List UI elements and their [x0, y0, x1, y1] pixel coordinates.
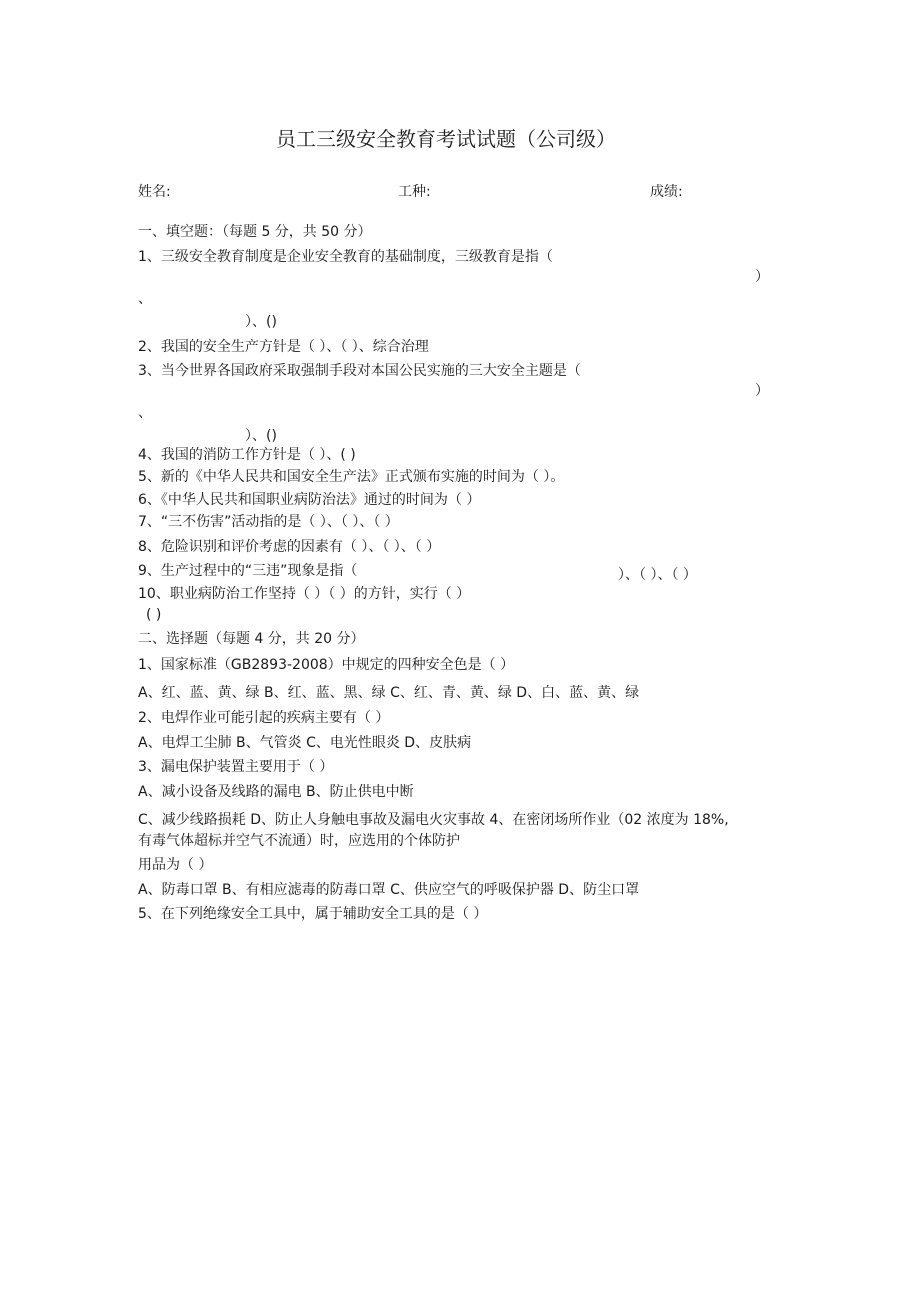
- choice-question-4-options: A、防毒口罩 B、有相应滤毒的防毒口罩 C、供应空气的呼吸保护器 D、防尘口罩: [138, 882, 640, 898]
- fill-question-1-end: ）、(): [245, 314, 277, 330]
- fill-question-5: 5、新的《中华人民共和国安全生产法》正式颁布实施的时间为（ ）。: [138, 469, 565, 485]
- fill-question-10-end: ( ): [146, 607, 162, 623]
- fill-question-9-end: ）、（ ）、（ ）: [618, 567, 697, 583]
- choice-question-4-continued: 有毒气体超标并空气不流通）时，应选用的个体防护: [138, 833, 460, 849]
- fill-question-3: 3、当今世界各国政府采取强制手段对本国公民实施的三大安全主题是（: [138, 363, 581, 379]
- fill-question-2: 2、我国的安全生产方针是（ ）、（ ）、综合治理: [138, 339, 429, 355]
- job-field-label: 工种:: [398, 184, 431, 200]
- fill-question-3-separator: 、: [138, 405, 152, 421]
- fill-question-1-separator: 、: [138, 291, 152, 307]
- fill-section-header: 一、填空题：（每题 5 分，共 50 分）: [138, 224, 372, 240]
- choice-question-2: 2、电焊作业可能引起的疾病主要有（ ）: [138, 710, 390, 726]
- page-title: 员工三级安全教育考试试题（公司级）: [276, 127, 616, 151]
- fill-question-9: 9、生产过程中的“三违”现象是指（: [138, 563, 358, 579]
- fill-question-3-end: ）、(): [245, 428, 277, 444]
- name-field-label: 姓名:: [138, 184, 171, 200]
- choice-section-header: 二、选择题（每题 4 分，共 20 分）: [138, 631, 365, 647]
- fill-question-3-close: ）: [755, 383, 769, 399]
- choice-question-1: 1、国家标准（GB2893-2008）中规定的四种安全色是（ ）: [138, 657, 515, 673]
- choice-question-1-options: A、红、蓝、黄、绿 B、红、蓝、黑、绿 C、红、青、黄、绿 D、白、蓝、黄、绿: [138, 685, 640, 701]
- choice-question-5: 5、在下列绝缘安全工具中，属于辅助安全工具的是（ ）: [138, 906, 488, 922]
- choice-question-4-answer-line: 用品为（ ）: [138, 857, 213, 873]
- fill-question-7: 7、“三不伤害”活动指的是（ ）、（ ）、（ ）: [138, 514, 399, 530]
- fill-question-4: 4、我国的消防工作方针是（ ）、( ): [138, 447, 356, 463]
- choice-question-3-options-ab: A、减小设备及线路的漏电 B、防止供电中断: [138, 784, 414, 800]
- fill-question-10: 10、职业病防治工作坚持（ ）（ ）的方针，实行（ ）: [138, 586, 471, 602]
- choice-question-3: 3、漏电保护装置主要用于（ ）: [138, 759, 334, 775]
- score-field-label: 成绩:: [650, 184, 683, 200]
- fill-question-1: 1、三级安全教育制度是企业安全教育的基础制度，三级教育是指（: [138, 249, 553, 265]
- choice-question-2-options: A、电焊工尘肺 B、气管炎 C、电光性眼炎 D、皮肤病: [138, 735, 472, 751]
- fill-question-1-close: ）: [755, 269, 769, 285]
- choice-question-3-options-cd: C、减少线路损耗 D、防止人身触电事故及漏电火灾事故 4、在密闭场所作业（02 浓度为 18%,: [138, 812, 729, 828]
- fill-question-6: 6、《中华人民共和国职业病防治法》通过的时间为（ ）: [138, 492, 481, 508]
- fill-question-8: 8、危险识别和评价考虑的因素有（ ）、（ ）、（ ）: [138, 539, 441, 555]
